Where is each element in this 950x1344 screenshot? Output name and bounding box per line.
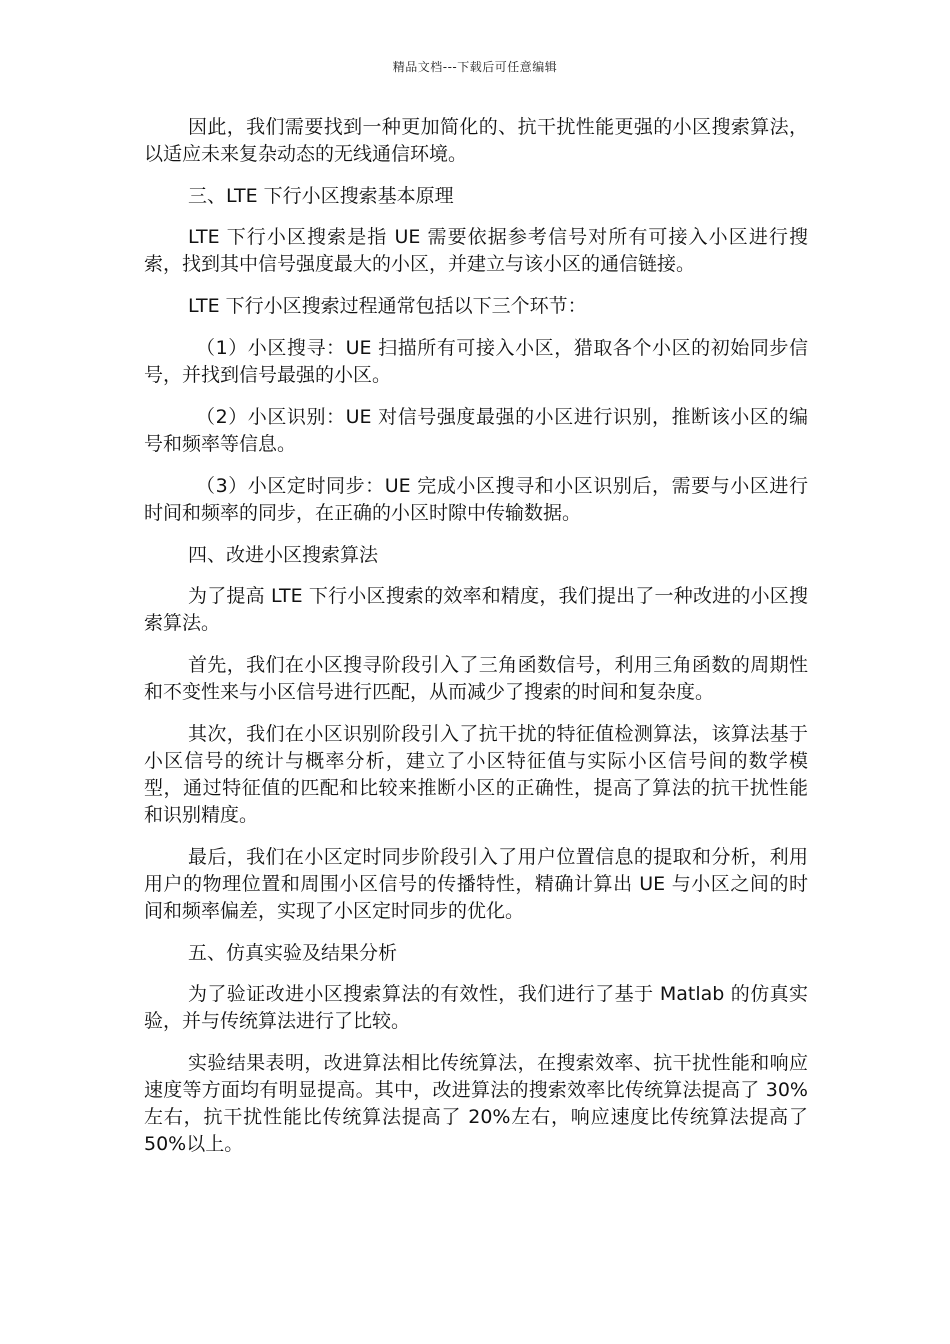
paragraph-conclusion: 因此，我们需要找到一种更加简化的、抗干扰性能更强的小区搜索算法，以适应未来复杂动态的无线通信环境。: [144, 116, 808, 165]
list-item-3: （3）小区定时同步：UE 完成小区搜寻和小区识别后，需要与小区进行时间和频率的同步，在正确的小区时隙中传输数据。: [144, 475, 808, 524]
paragraph-process-intro: LTE 下行小区搜索过程通常包括以下三个环节：: [188, 295, 587, 317]
paragraph-improvement-intro: 为了提高 LTE 下行小区搜索的效率和精度，我们提出了一种改进的小区搜索算法。: [144, 585, 808, 634]
paragraph-simulation: 为了验证改进小区搜索算法的有效性，我们进行了基于 Matlab 的仿真实验，并与传统算法进行了比较。: [144, 983, 808, 1032]
section-heading-4: 四、改进小区搜索算法: [188, 544, 379, 566]
paragraph-second: 其次，我们在小区识别阶段引入了抗干扰的特征值检测算法，该算法基于小区信号的统计与概率分析，建立了小区特征值与实际小区信号间的数学模型，通过特征值的匹配和比较来推断小区的正确性，提高了算法的抗干扰性能和识别精度。: [144, 723, 808, 826]
list-item-2: （2）小区识别：UE 对信号强度最强的小区进行识别，推断该小区的编号和频率等信息。: [144, 406, 808, 455]
paragraph-definition: LTE 下行小区搜索是指 UE 需要依据参考信号对所有可接入小区进行搜索，找到其中信号强度最大的小区，并建立与该小区的通信链接。: [144, 226, 808, 275]
list-item-1: （1）小区搜寻：UE 扫描所有可接入小区，猎取各个小区的初始同步信号，并找到信号最强的小区。: [144, 337, 808, 386]
paragraph-first: 首先，我们在小区搜寻阶段引入了三角函数信号，利用三角函数的周期性和不变性来与小区信号进行匹配，从而减少了搜索的时间和复杂度。: [144, 654, 808, 703]
page-header: 精品文档---下载后可任意编辑: [392, 60, 558, 74]
paragraph-results: 实验结果表明，改进算法相比传统算法，在搜索效率、抗干扰性能和响应速度等方面均有明显提高。其中，改进算法的搜索效率比传统算法提高了 30%左右，抗干扰性能比传统算法提高了 20%左右，响应速度比传统算法提高了 50%以上。: [144, 1052, 808, 1155]
document-body: [144, 114, 808, 1173]
section-heading-3: 三、LTE 下行小区搜索基本原理: [188, 185, 454, 207]
paragraph-last: 最后，我们在小区定时同步阶段引入了用户位置信息的提取和分析，利用用户的物理位置和周围小区信号的传播特性，精确计算出 UE 与小区之间的时间和频率偏差，实现了小区定时同步的优化。: [144, 846, 808, 922]
section-heading-5: 五、仿真实验及结果分析: [188, 942, 398, 964]
